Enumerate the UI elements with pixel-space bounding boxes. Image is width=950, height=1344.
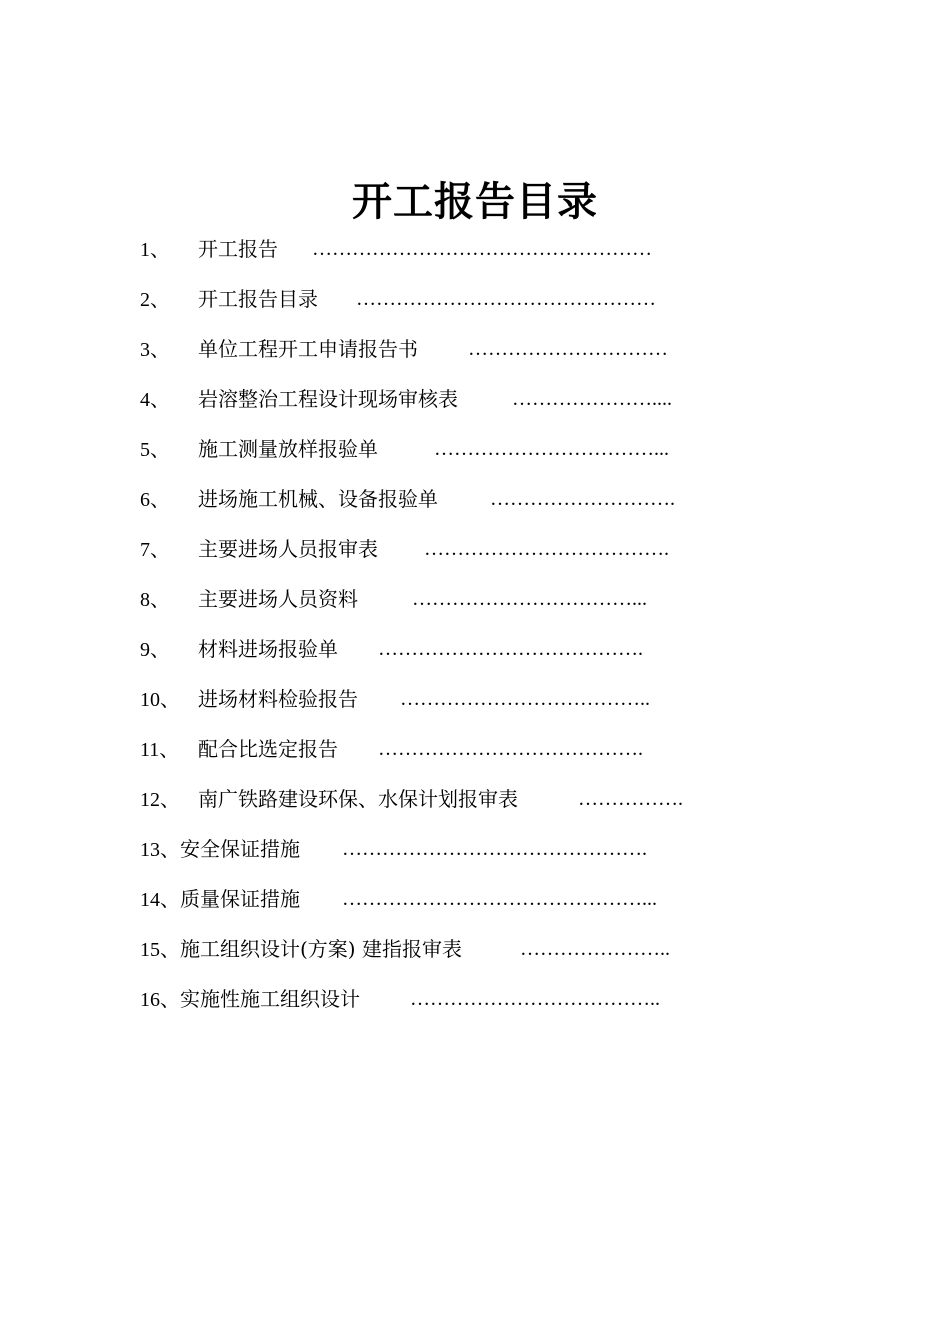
toc-item-leader: ………………………………………... — [342, 888, 657, 910]
toc-item-leader: ………………………… — [468, 338, 668, 360]
page-title: 开工报告目录 — [352, 178, 598, 225]
toc-item-title: 进场施工机械、设备报验单 — [198, 487, 438, 511]
toc-item-title: 质量保证措施 — [180, 887, 300, 911]
toc-item-leader: ……………………………………… — [356, 288, 656, 310]
toc-item-leader: …………………………………. — [378, 638, 643, 660]
toc-item — [140, 374, 840, 424]
toc-item-number: 4、 — [140, 389, 170, 411]
toc-item — [140, 574, 840, 624]
toc-item-number: 15、 — [140, 939, 180, 961]
toc-item-leader: ……………………………….. — [400, 688, 650, 710]
toc-item — [140, 624, 840, 674]
toc-item-title: 单位工程开工申请报告书 — [198, 337, 418, 361]
toc-item-title: 岩溶整治工程设计现场审核表 — [198, 387, 458, 411]
toc-item-title: 安全保证措施 — [180, 837, 300, 861]
toc-item-number: 9、 — [140, 639, 170, 661]
toc-item — [140, 824, 840, 874]
toc-item-leader: ………………………. — [490, 488, 675, 510]
toc-item-title: 主要进场人员资料 — [198, 587, 358, 611]
toc-item-leader: ……………………………... — [412, 588, 647, 610]
toc-item-leader: ……………. — [578, 788, 683, 810]
toc-item — [140, 274, 840, 324]
toc-item — [140, 724, 840, 774]
toc-item-number: 7、 — [140, 539, 170, 561]
toc-item-leader: ………………………………. — [424, 538, 669, 560]
toc-item — [140, 474, 840, 524]
toc-item-leader: …………………………………………… — [312, 238, 652, 260]
toc-item-number: 11、 — [140, 739, 180, 761]
toc-item-number: 6、 — [140, 489, 170, 511]
toc-item — [140, 924, 840, 974]
toc-item-number: 13、 — [140, 839, 180, 861]
table-of-contents — [140, 224, 840, 1024]
toc-item-title: 开工报告目录 — [198, 287, 318, 311]
toc-item-title: 施工组织设计(方案) 建指报审表 — [180, 937, 462, 961]
toc-item — [140, 774, 840, 824]
toc-item — [140, 524, 840, 574]
toc-item — [140, 224, 840, 274]
toc-item — [140, 424, 840, 474]
toc-item-title: 材料进场报验单 — [198, 637, 338, 661]
toc-item-number: 8、 — [140, 589, 170, 611]
toc-item-number: 5、 — [140, 439, 170, 461]
toc-item-title: 主要进场人员报审表 — [198, 537, 378, 561]
toc-item-title: 实施性施工组织设计 — [180, 987, 360, 1011]
toc-item-leader: …………………………………. — [378, 738, 643, 760]
toc-item — [140, 324, 840, 374]
toc-item — [140, 874, 840, 924]
toc-item-leader: ……………………………... — [434, 438, 669, 460]
toc-item-leader: ………………….. — [520, 938, 670, 960]
toc-item-number: 14、 — [140, 889, 180, 911]
toc-item-title: 进场材料检验报告 — [198, 687, 358, 711]
toc-item-title: 施工测量放样报验单 — [198, 437, 378, 461]
toc-item-number: 2、 — [140, 289, 170, 311]
toc-item — [140, 974, 840, 1024]
toc-item-title: 南广铁路建设环保、水保计划报审表 — [198, 787, 518, 811]
toc-item-title: 开工报告 — [198, 237, 278, 261]
toc-item-number: 12、 — [140, 789, 180, 811]
toc-item-number: 10、 — [140, 689, 180, 711]
toc-item-number: 16、 — [140, 989, 180, 1011]
toc-item-leader: ………………….... — [512, 388, 672, 410]
toc-item-title: 配合比选定报告 — [198, 737, 338, 761]
toc-item-number: 1、 — [140, 239, 170, 261]
toc-item — [140, 674, 840, 724]
toc-item-number: 3、 — [140, 339, 170, 361]
toc-item-leader: ……………………………….. — [410, 988, 660, 1010]
toc-item-leader: ………………………………………. — [342, 838, 647, 860]
